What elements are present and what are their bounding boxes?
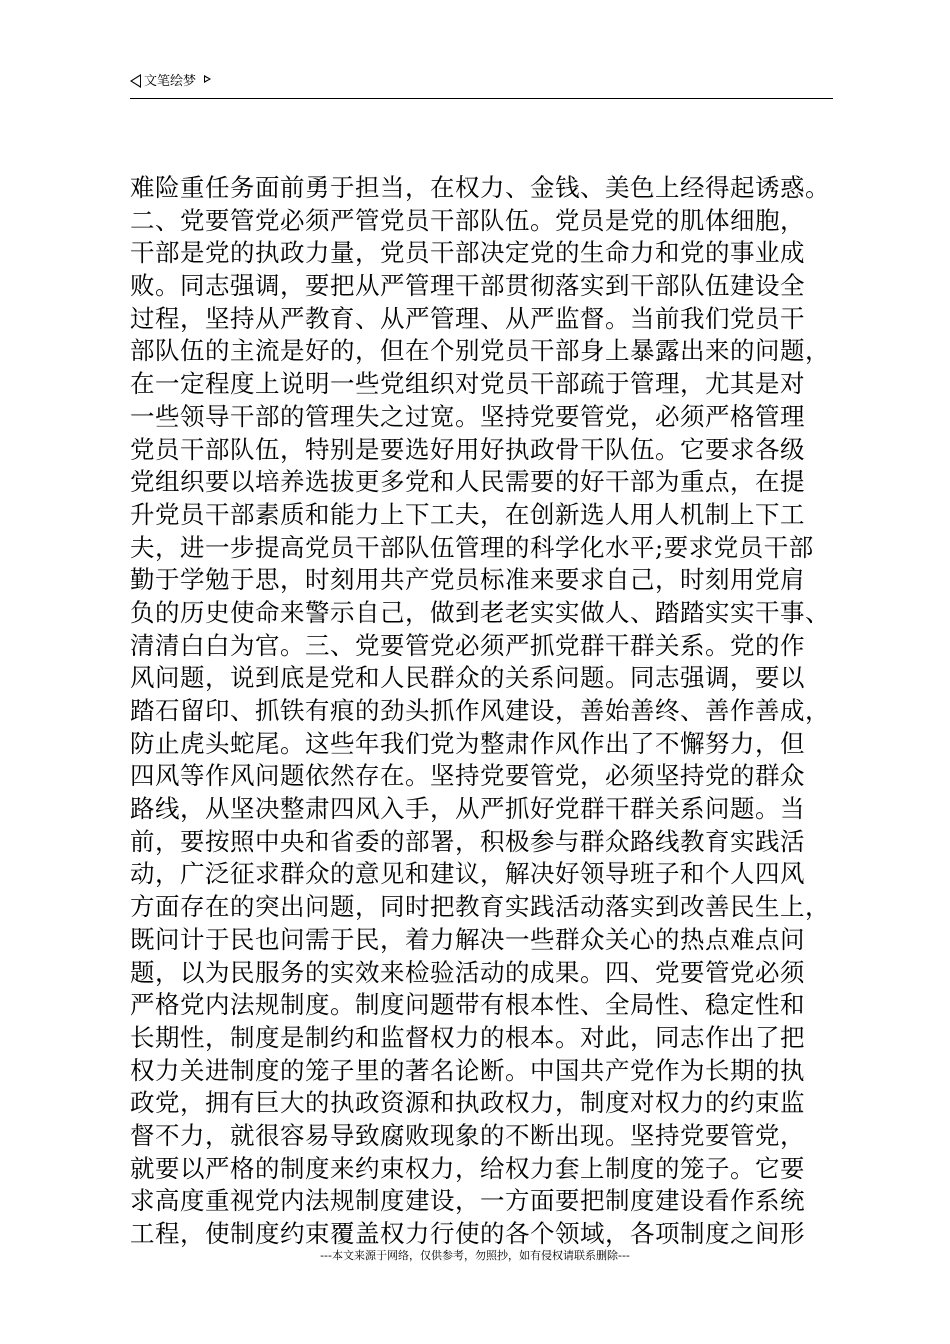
text-line: 路线，从坚决整肃四风入手，从严抓好党群干群关系问题。当 bbox=[130, 794, 805, 824]
text-line: 四风等作风问题依然存在。坚持党要管党，必须坚持党的群众 bbox=[130, 761, 805, 791]
text-line: 风问题，说到底是党和人民群众的关系问题。同志强调，要以 bbox=[130, 663, 805, 693]
text-line: 干部是党的执政力量，党员干部决定党的生命力和党的事业成 bbox=[130, 238, 805, 268]
triangle-left-icon bbox=[130, 74, 141, 88]
page-footer-disclaimer: ---本文来源于网络，仅供参考，勿照抄，如有侵权请联系删除--- bbox=[320, 1249, 630, 1262]
text-line: 踏石留印、抓铁有痕的劲头抓作风建设，善始善终、善作善成， bbox=[130, 696, 830, 725]
text-line: 政党，拥有巨大的执政资源和执政权力，制度对权力的约束监 bbox=[130, 1088, 805, 1118]
text-line: 严格党内法规制度。制度问题带有根本性、全局性、稳定性和 bbox=[130, 990, 805, 1020]
text-line: 难险重任务面前勇于担当，在权力、金钱、美色上经得起诱惑。 bbox=[130, 173, 830, 202]
text-line: 夫，进一步提高党员干部队伍管理的科学化水平;要求党员干部 bbox=[130, 532, 814, 562]
page-header bbox=[130, 74, 833, 99]
text-line: 党员干部队伍，特别是要选好用好执政骨干队伍。它要求各级 bbox=[130, 434, 805, 464]
text-line: 前，要按照中央和省委的部署，积极参与群众路线教育实践活 bbox=[130, 826, 805, 856]
text-line: 党组织要以培养选拔更多党和人民需要的好干部为重点，在提 bbox=[130, 467, 805, 497]
text-line: 既问计于民也问需于民，着力解决一些群众关心的热点难点问 bbox=[130, 924, 805, 954]
text-line: 长期性，制度是制约和监督权力的根本。对此，同志作出了把 bbox=[130, 1022, 805, 1052]
text-line: 动，广泛征求群众的意见和建议，解决好领导班子和个人四风 bbox=[130, 859, 805, 889]
text-line: 防止虎头蛇尾。这些年我们党为整肃作风作出了不懈努力，但 bbox=[130, 728, 805, 758]
text-line: 权力关进制度的笼子里的著名论断。中国共产党作为长期的执 bbox=[130, 1055, 805, 1085]
text-line: 败。同志强调，要把从严管理干部贯彻落实到干部队伍建设全 bbox=[130, 271, 805, 301]
text-line: 方面存在的突出问题，同时把教育实践活动落实到改善民生上， bbox=[130, 892, 830, 922]
text-line: 求高度重视党内法规制度建设，一方面要把制度建设看作系统 bbox=[130, 1186, 805, 1216]
text-line: 升党员干部素质和能力上下工夫，在创新选人用人机制上下工 bbox=[130, 499, 805, 529]
text-line: 题，以为民服务的实效来检验活动的成果。四、党要管党必须 bbox=[130, 957, 805, 987]
header-brand: 文笔绘梦 bbox=[144, 74, 197, 89]
text-line: 在一定程度上说明一些党组织对党员干部疏于管理，尤其是对 bbox=[130, 369, 805, 399]
text-line: 督不力，就很容易导致腐败现象的不断出现。坚持党要管党， bbox=[130, 1120, 805, 1150]
text-line: 部队伍的主流是好的，但在个别党员干部身上暴露出来的问题， bbox=[130, 336, 830, 366]
text-line: 一些领导干部的管理失之过宽。坚持党要管党，必须严格管理 bbox=[130, 401, 805, 431]
text-line: 清清白白为官。三、党要管党必须严抓党群干群关系。党的作 bbox=[130, 630, 805, 660]
document-body bbox=[130, 172, 850, 1251]
text-line: 过程，坚持从严教育、从严管理、从严监督。当前我们党员干 bbox=[130, 303, 805, 333]
text-line: 二、党要管党必须严管党员干部队伍。党员是党的肌体细胞， bbox=[130, 205, 805, 235]
text-line: 就要以严格的制度来约束权力，给权力套上制度的笼子。它要 bbox=[130, 1153, 805, 1183]
triangle-right-icon bbox=[204, 75, 211, 83]
text-line: 负的历史使命来警示自己，做到老老实实做人、踏踏实实干事、 bbox=[130, 597, 830, 627]
text-line: 勤于学勉于思，时刻用共产党员标准来要求自己，时刻用党肩 bbox=[130, 565, 805, 595]
text-line: 工程，使制度约束覆盖权力行使的各个领域，各项制度之间形 bbox=[130, 1219, 805, 1248]
